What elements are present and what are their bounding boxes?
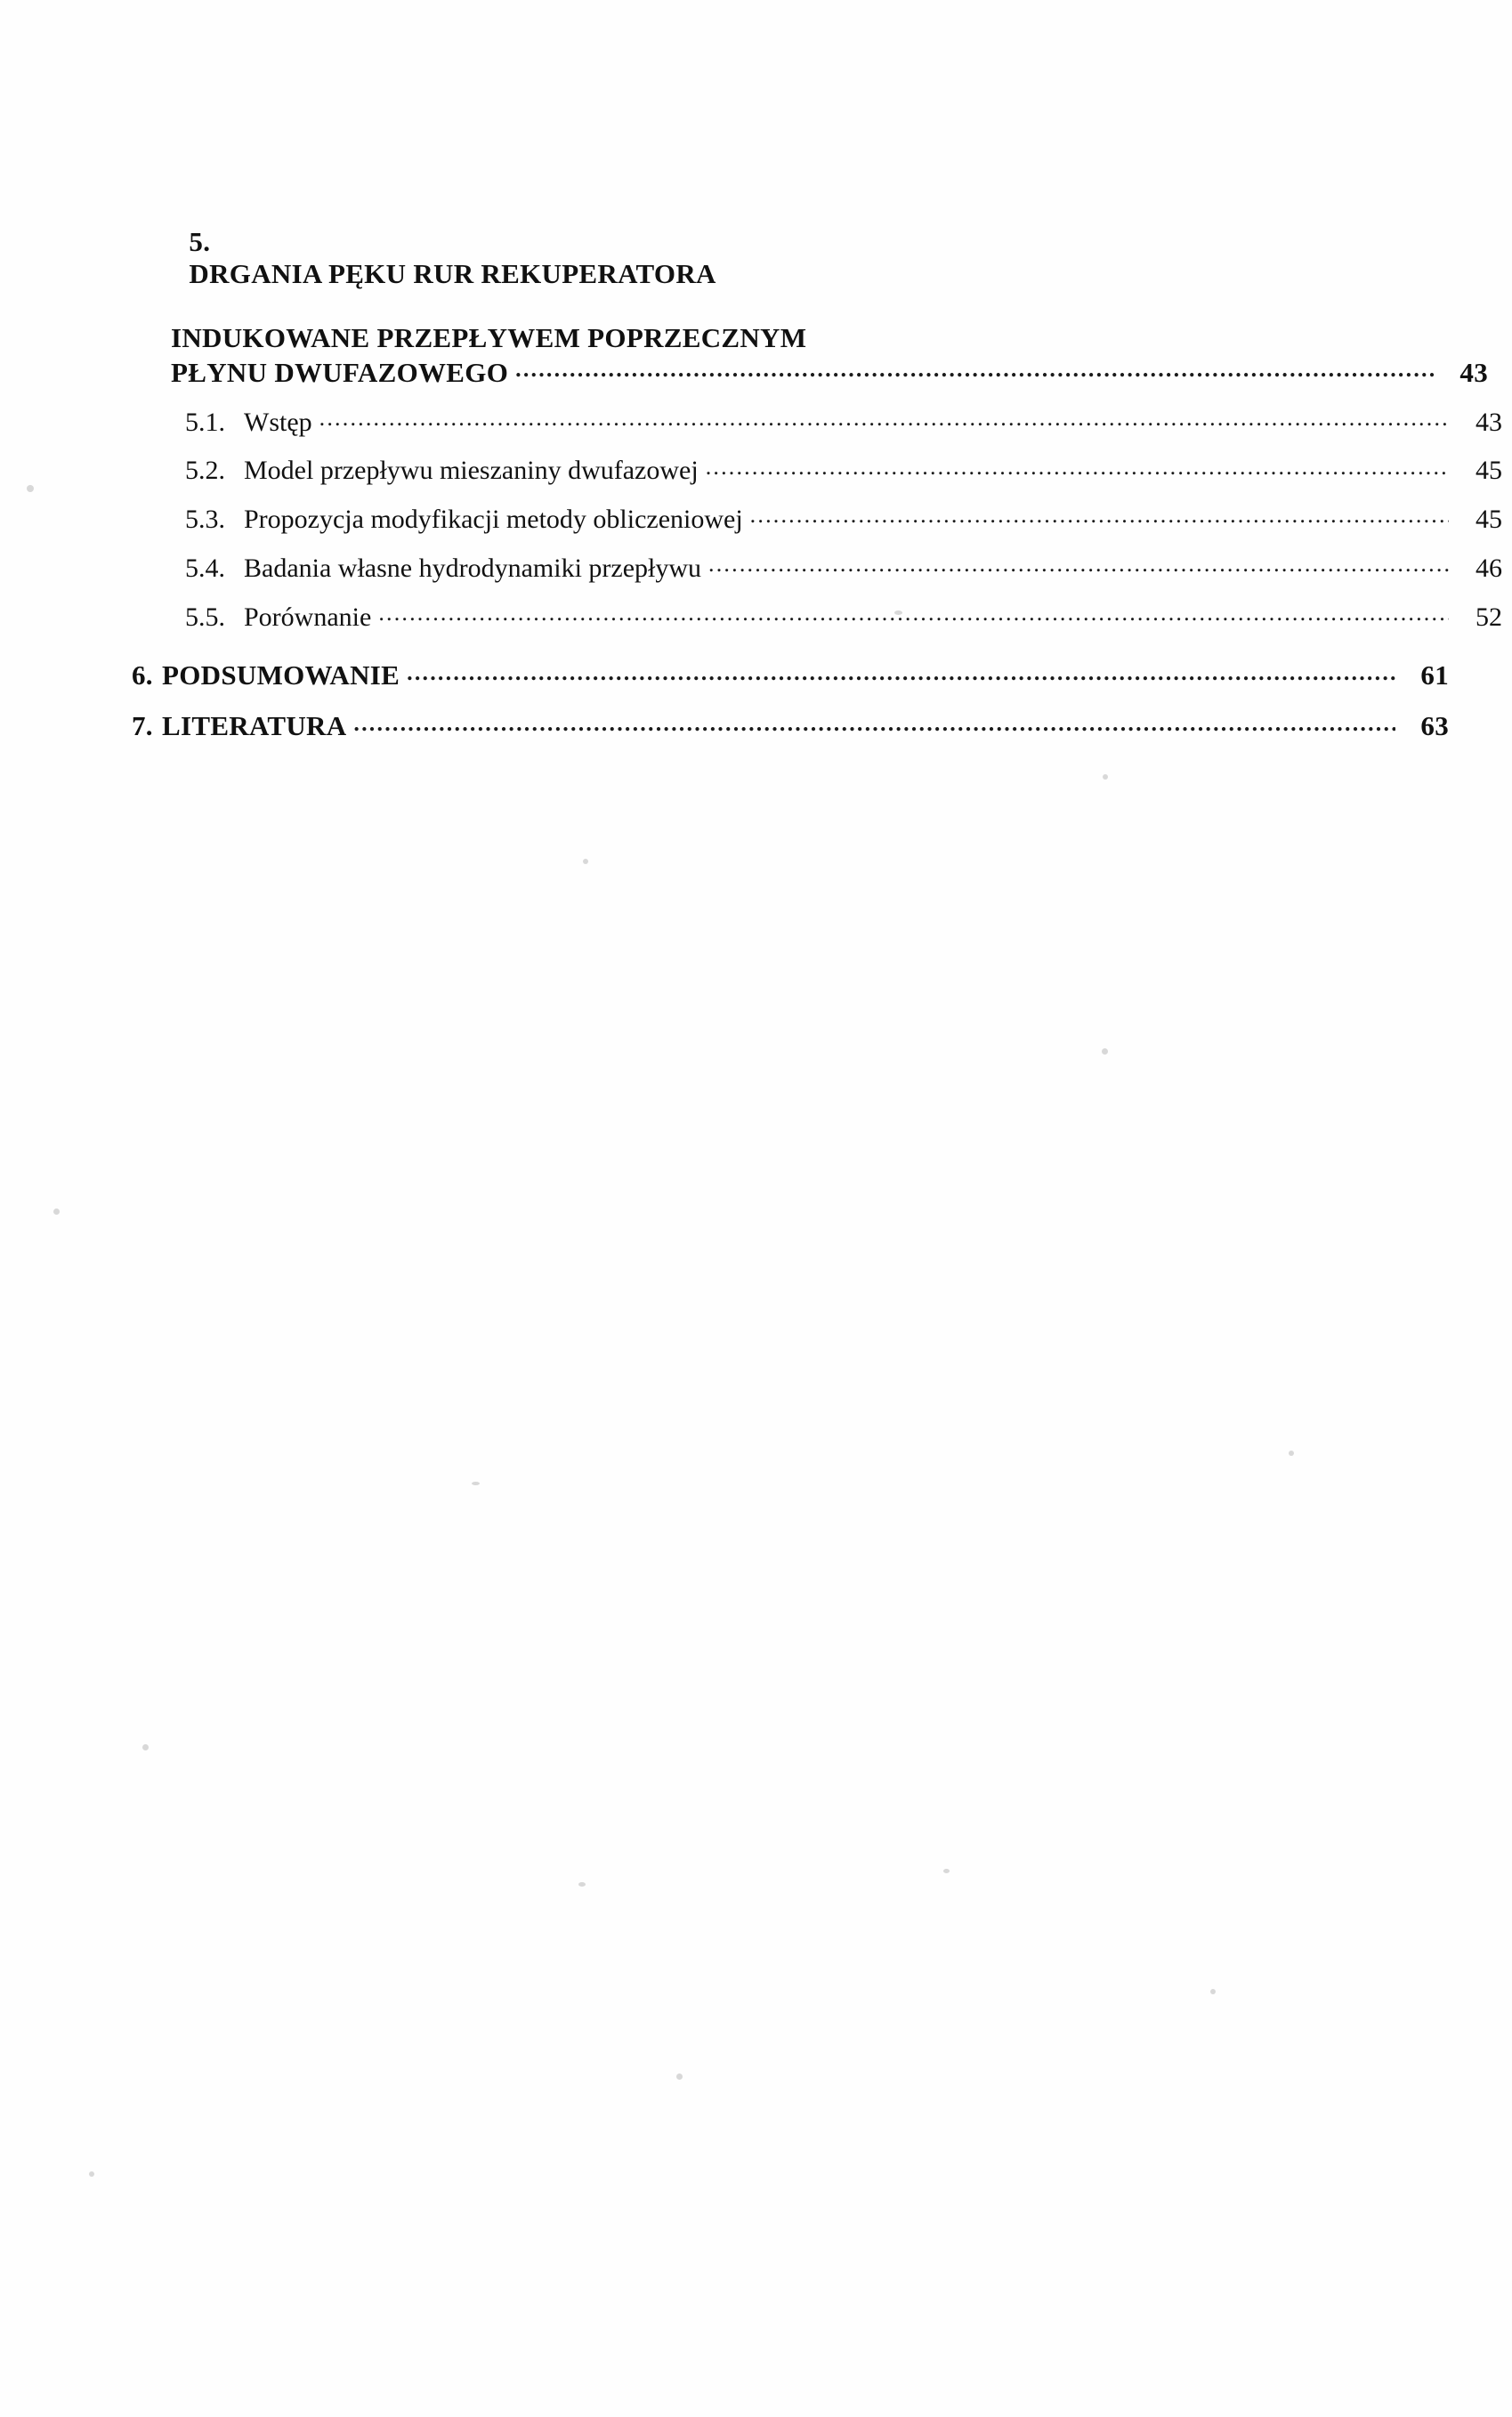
paper-speck	[89, 2171, 94, 2177]
toc-entry-5-5-page: 52	[1476, 602, 1502, 632]
toc-entry-5-line-2: INDUKOWANE PRZEPŁYWEM POPRZECZNYM	[171, 322, 807, 353]
toc-entry-5-5[interactable]	[132, 598, 1502, 635]
toc-leader	[708, 549, 1449, 579]
toc-leader	[515, 354, 1435, 384]
toc-entry-5-number: 5.	[189, 226, 211, 257]
toc-leader	[353, 708, 1395, 739]
paper-speck	[1102, 1048, 1108, 1055]
toc-entry-5-line-3	[132, 354, 1488, 391]
toc-entry-5-1[interactable]	[132, 403, 1502, 440]
paper-speck	[1210, 1989, 1216, 1994]
toc-entry-5-page: 43	[1459, 356, 1488, 388]
toc-entry-7[interactable]	[132, 708, 1449, 745]
toc-entry-5-3-title: Propozycja modyfikacji metody obliczeniowej	[244, 505, 743, 535]
toc-entry-5-title-line-1: DRGANIA PĘKU RUR REKUPERATORA	[189, 258, 716, 289]
paper-speck	[1289, 1451, 1294, 1456]
toc-entry-6-number: 6.	[132, 659, 153, 691]
toc-entry-5-5-title: Porównanie	[244, 602, 372, 632]
toc-entry-7-page: 63	[1420, 710, 1449, 742]
toc-entry-5-2-title: Model przepływu mieszaniny dwufazowej	[244, 456, 699, 486]
toc-entry-5-1-title: Wstęp	[244, 407, 312, 437]
toc-entry-5-2-number: 5.2.	[185, 456, 225, 486]
paper-speck	[142, 1744, 149, 1750]
paper-speck	[676, 2073, 683, 2080]
paper-speck	[53, 1208, 60, 1215]
toc-entry-5-4-title: Badania własne hydrodynamiki przepływu	[244, 553, 702, 583]
toc-leader	[750, 500, 1449, 530]
toc-entry-7-title: LITERATURA	[162, 710, 347, 742]
toc-entry-5-3[interactable]	[132, 500, 1502, 537]
paper-speck	[472, 1482, 480, 1485]
toc-entry-5-5-number: 5.5.	[185, 602, 225, 632]
toc-entry-5-3-page: 45	[1476, 505, 1502, 535]
toc-leader	[407, 658, 1395, 688]
toc-entry-5-1-number: 5.1.	[185, 407, 225, 437]
toc-entry-5-1-page: 43	[1476, 407, 1502, 437]
toc-entry-5-3-number: 5.3.	[185, 505, 225, 535]
table-of-contents	[132, 194, 1502, 744]
toc-entry-5-2-page: 45	[1476, 456, 1502, 486]
paper-speck	[583, 859, 588, 864]
toc-leader	[706, 452, 1449, 482]
toc-entry-5-4-number: 5.4.	[185, 553, 225, 583]
toc-leader	[319, 403, 1449, 433]
toc-entry-5[interactable]	[132, 194, 1488, 391]
paper-speck	[943, 1869, 950, 1873]
paper-speck	[27, 485, 34, 492]
toc-entry-6-page: 61	[1420, 659, 1449, 691]
toc-entry-5-line-1	[132, 194, 1449, 322]
paper-speck	[1103, 774, 1108, 780]
toc-entry-5-title-line-3: PŁYNU DWUFAZOWEGO	[171, 356, 509, 388]
toc-entry-7-number: 7.	[132, 710, 153, 742]
toc-entry-6-title: PODSUMOWANIE	[162, 659, 400, 691]
toc-leader	[378, 598, 1449, 628]
paper-speck	[578, 1882, 586, 1887]
toc-entry-5-2[interactable]	[132, 452, 1502, 489]
toc-entry-5-4[interactable]	[132, 549, 1502, 586]
toc-entry-6[interactable]	[132, 658, 1449, 694]
toc-entry-5-4-page: 46	[1476, 553, 1502, 583]
